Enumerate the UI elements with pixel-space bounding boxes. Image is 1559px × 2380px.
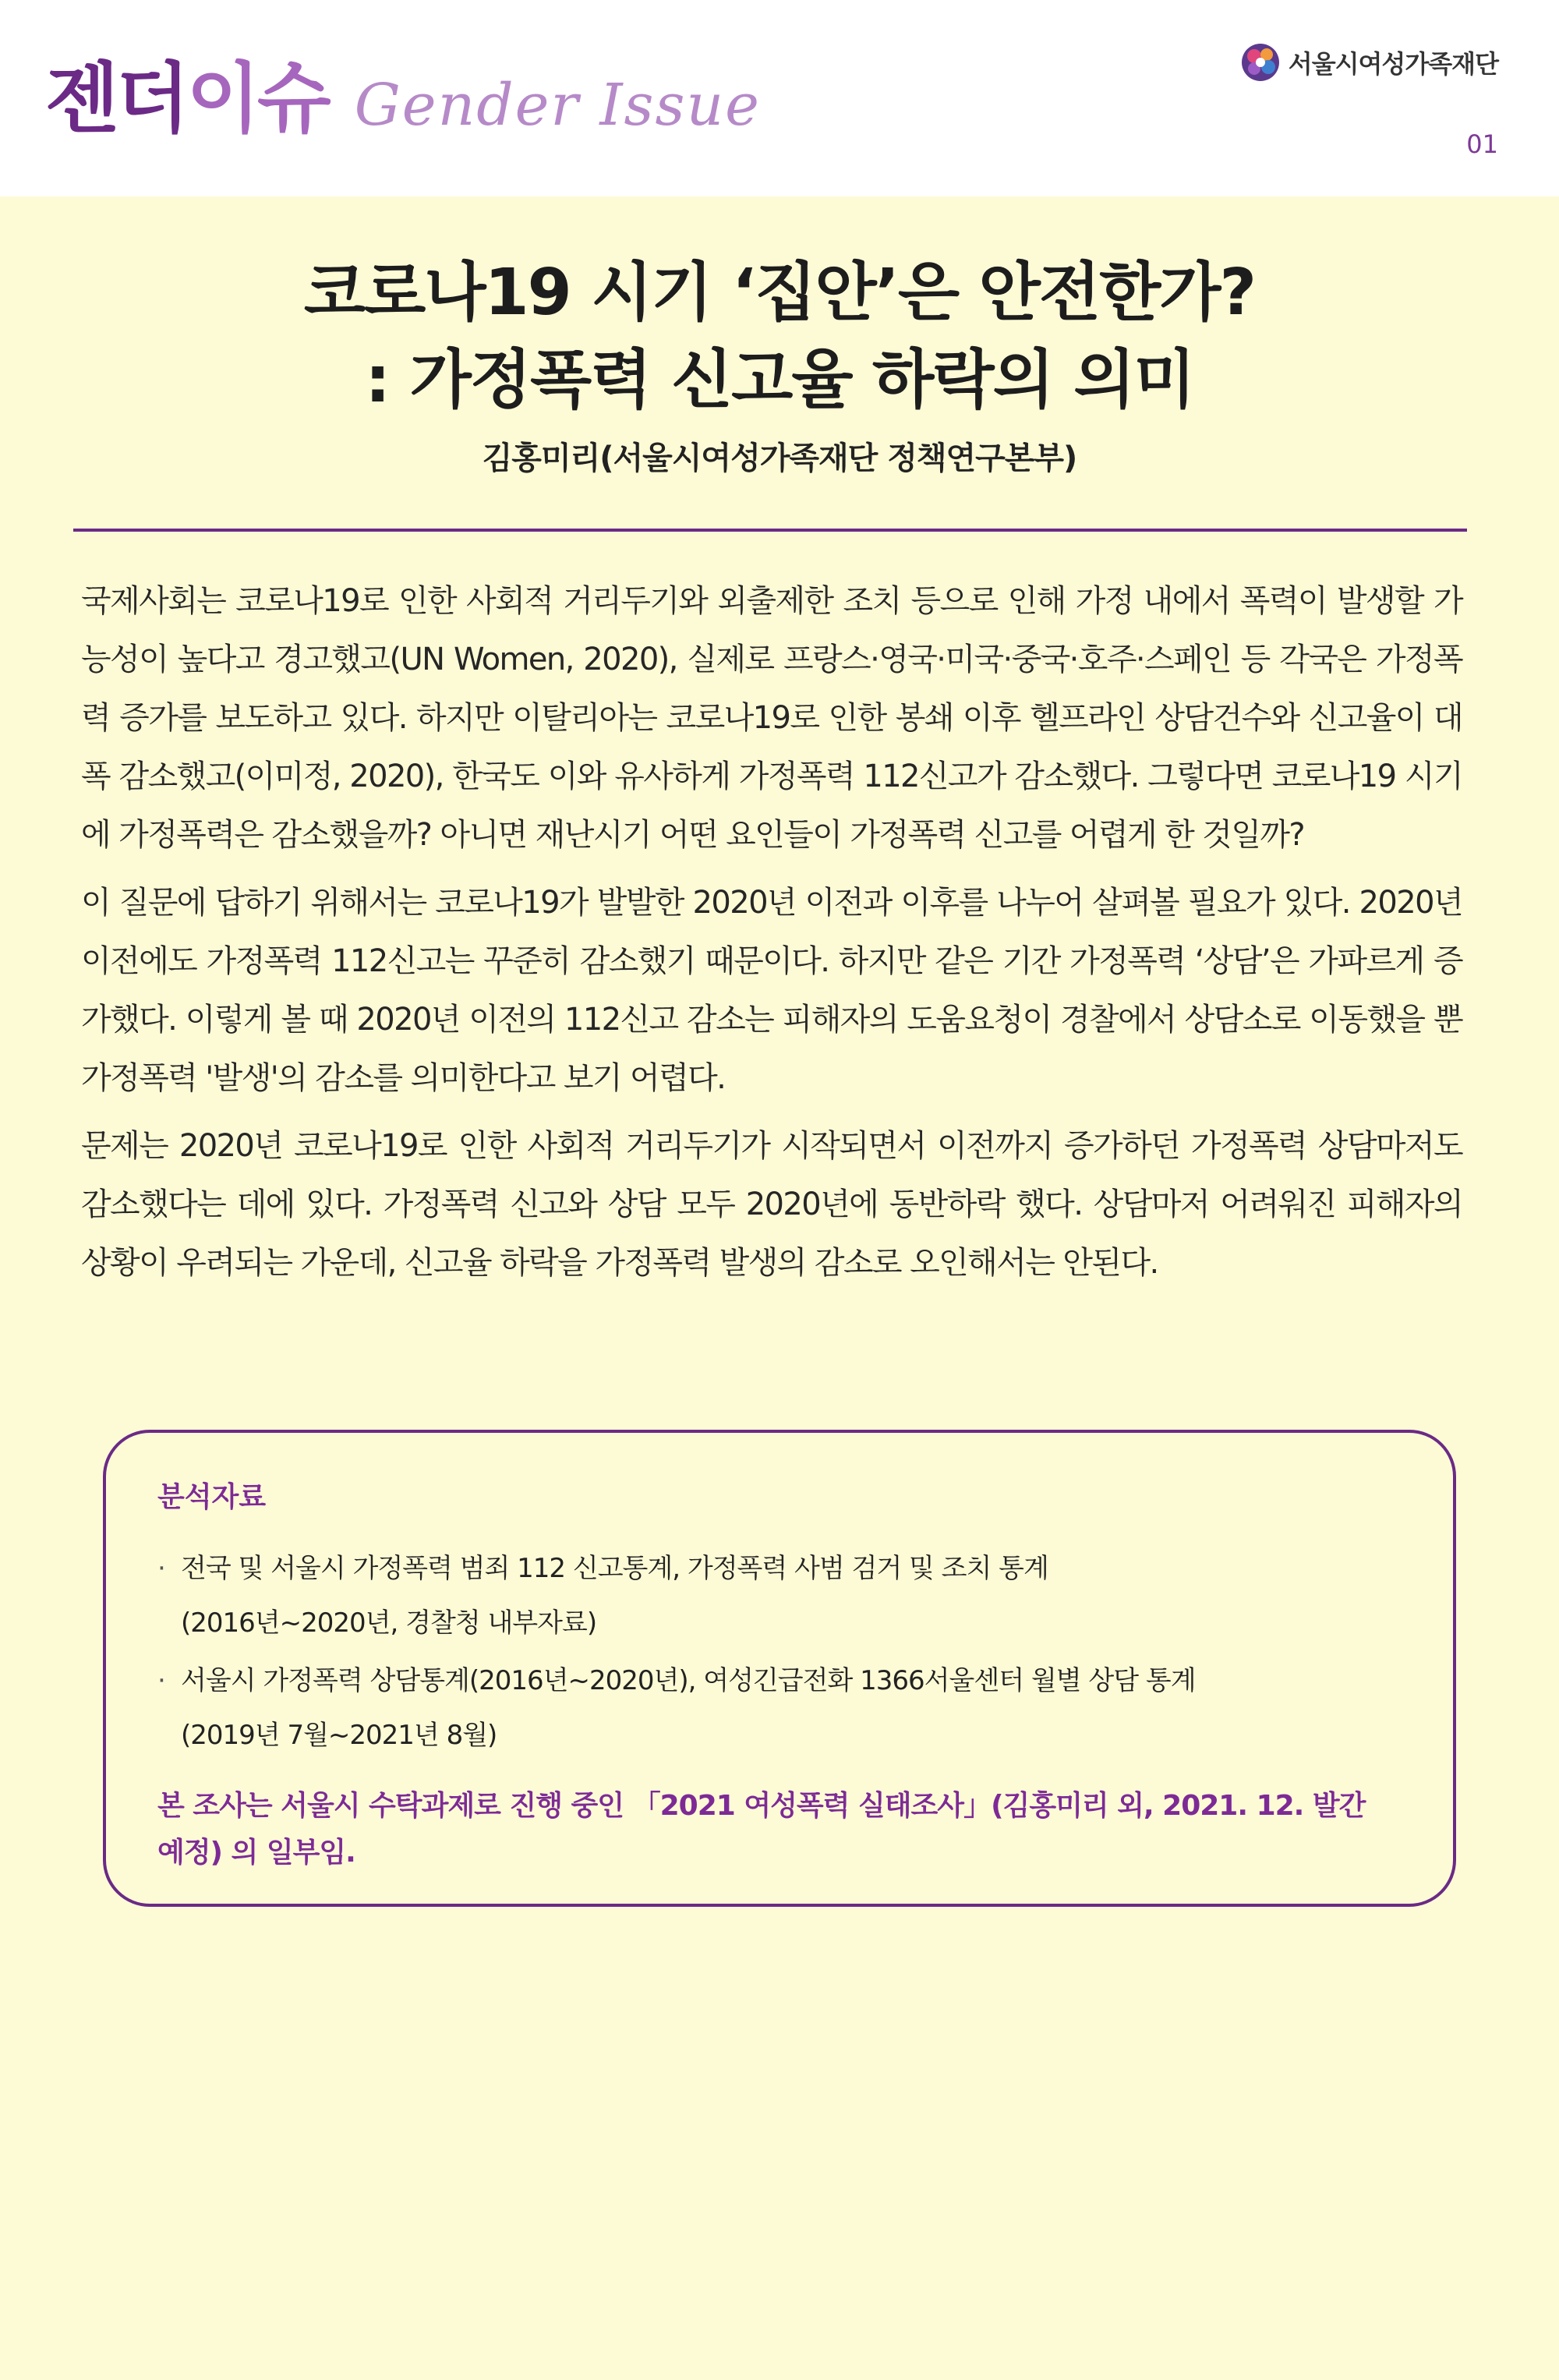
foundation-logo-icon [1240, 42, 1281, 83]
paragraph-3: 문제는 2020년 코로나19로 인한 사회적 거리두기가 시작되면서 이전까지 증가하던 가정폭력 상담마저도 감소했다는 데에 있다. 가정폭력 신고와 상담 모두 2020년에 동반하락 했다. 상담마저 어려워진 피해자의 상황이 우려되는 가운데, 신고율 하락을 가정폭력 발생의 감소로 오인해서는 안된다. [81, 1128, 1462, 1281]
title-divider [73, 529, 1467, 532]
article-title-line1: 코로나19 시기 ‘집안’은 안전한가? [303, 256, 1256, 330]
sources-box-title: 분석자료 [157, 1481, 267, 1513]
organization [1240, 42, 1498, 83]
bullet-dot: · [157, 1665, 165, 1696]
brand-korean [45, 37, 328, 147]
page-number: 01 [1466, 129, 1498, 159]
survey-note: 본 조사는 서울시 수탁과제로 진행 중인 「2021 여성폭력 실태조사」(김홍미리 외, 2021. 12. 발간 예정) 의 일부임. [157, 1790, 1366, 1869]
article-title-line2: : 가정폭력 신고율 하락의 의미 [365, 343, 1194, 417]
source-item-1-line2: (2016년~2020년, 경찰청 내부자료) [181, 1607, 597, 1639]
source-item-1 [157, 1541, 1391, 1650]
source-item-1-line1: 전국 및 서울시 가정폭력 범죄 112 신고통계, 가정폭력 사범 검거 및 조치 통계 [181, 1553, 1048, 1584]
organization-name: 서울시여성가족재단 [1288, 49, 1498, 79]
paragraph-1: 국제사회는 코로나19로 인한 사회적 거리두기와 외출제한 조치 등으로 인해 가정 내에서 폭력이 발생할 가능성이 높다고 경고했고(UN Women, 2020), 실제로 프랑스·영국·미국·중국·호주·스페인 등 각국은 가정폭력 증가를 보도하고 있다. 하지만 이탈리아는 코로나19로 인한 봉쇄 이후 헬프라인 상담건수와 신고율이 대폭 감소했고(이미정, 2020), 한국도 이와 유사하게 가정폭력 112신고가 감소했다. 그렇다면 코로나19 시기에 가정폭력은 감소했을까? 아니면 재난시기 어떤 요인들이 가정폭력 신고를 어렵게 한 것일까? [81, 583, 1462, 853]
source-item-2 [157, 1653, 1391, 1763]
article-title [0, 249, 1559, 424]
sources-box [103, 1430, 1456, 1907]
page-header [0, 0, 1559, 196]
brand-korean-part2: 이슈 [186, 55, 328, 143]
article-author: 김홍미리(서울시여성가족재단 정책연구본부) [482, 440, 1077, 476]
brand-title [45, 37, 761, 147]
bullet-dot: · [157, 1553, 165, 1584]
article-body [81, 572, 1462, 1302]
brand-korean-part1: 젠더 [45, 55, 187, 143]
source-item-2-line1: 서울시 가정폭력 상담통계(2016년~2020년), 여성긴급전화 1366서울센터 월별 상담 통계 [181, 1665, 1196, 1696]
source-item-2-line2: (2019년 7월~2021년 8월) [181, 1720, 497, 1751]
brand-english: Gender Issue [354, 72, 761, 139]
paragraph-2: 이 질문에 답하기 위해서는 코로나19가 발발한 2020년 이전과 이후를 나누어 살펴볼 필요가 있다. 2020년 이전에도 가정폭력 112신고는 꾸준히 감소했기 때문이다. 하지만 같은 기간 가정폭력 ‘상담’은 가파르게 증가했다. 이렇게 볼 때 2020년 이전의 112신고 감소는 피해자의 도움요청이 경찰에서 상담소로 이동했을 뿐 가정폭력 '발생'의 감소를 의미한다고 보기 어렵다. [81, 885, 1462, 1096]
